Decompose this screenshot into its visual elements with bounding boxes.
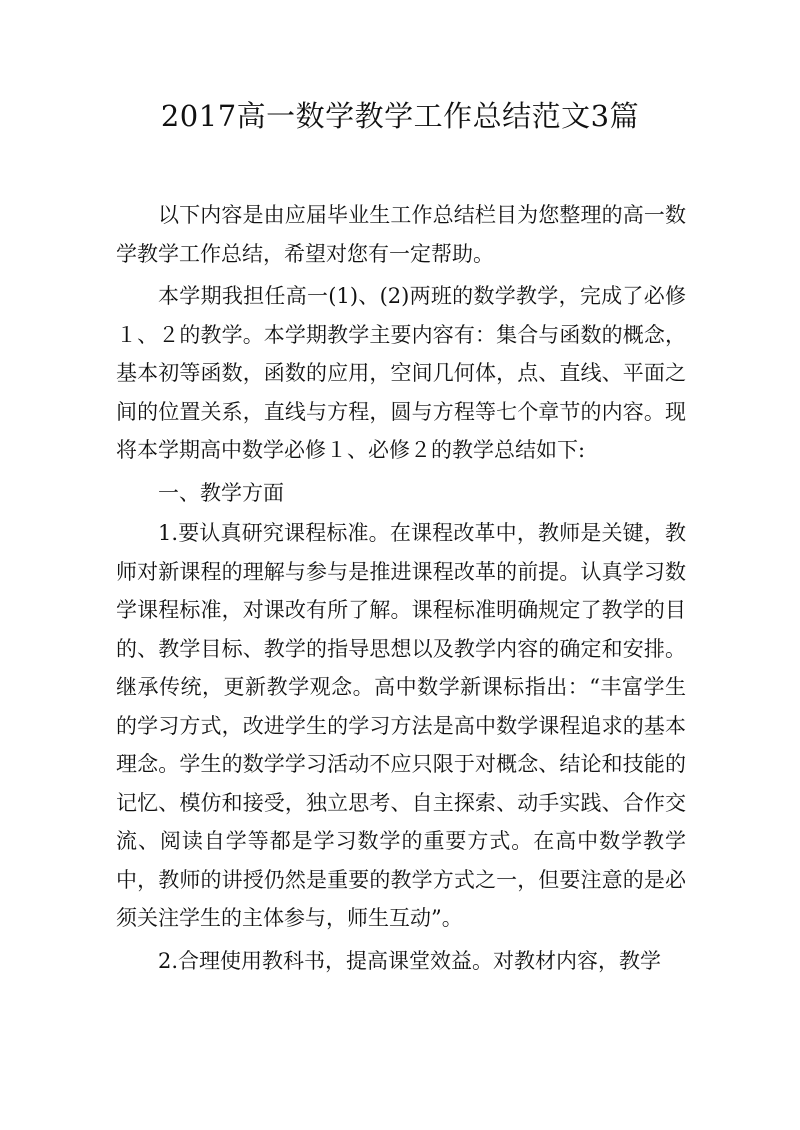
semester-overview-paragraph: 本学期我担任高一(1)、(2)两班的数学教学，完成了必修１、２的教学。本学期教学主要内容有：集合与函数的概念，基本初等函数，函数的应用，空间几何体，点、直线、平面之间的位置关系，直线与方程，圆与方程等七个章节的内容。现将本学期高中数学必修１、必修２的教学总结如下:: [116, 284, 686, 462]
curriculum-standard-paragraph: 1.要认真研究课程标准。在课程改革中，教师是关键，教师对新课程的理解与参与是推进课程改革的前提。认真学习数学课程标准，对课改有所了解。课程标准明确规定了教学的目的、教学目标、教学的指导思想以及教学内容的确定和安排。继承传统，更新教学观念。高中数学新课标指出：“丰富学生的学习方式，改进学生的学习方法是高中数学课程追求的基本理念。学生的数学学习活动不应只限于对概念、结论和技能的记忆、模仿和接受，独立思考、自主探索、动手实践、合作交流、阅读自学等都是学习数学的重要方式。在高中数学教学中，教师的讲授仍然是重要的教学方式之一，但要注意的是必须关注学生的主体参与，师生互动”。: [116, 521, 686, 930]
intro-paragraph: 以下内容是由应届毕业生工作总结栏目为您整理的高一数学教学工作总结，希望对您有一定帮助。: [116, 203, 686, 266]
document-body: [116, 196, 686, 984]
document-title: 2017高一数学教学工作总结范文3篇: [160, 99, 640, 133]
textbook-usage-paragraph: 2.合理使用教科书，提高课堂效益。对教材内容，教学: [158, 948, 662, 973]
section-heading-teaching: 一、教学方面: [158, 480, 284, 505]
